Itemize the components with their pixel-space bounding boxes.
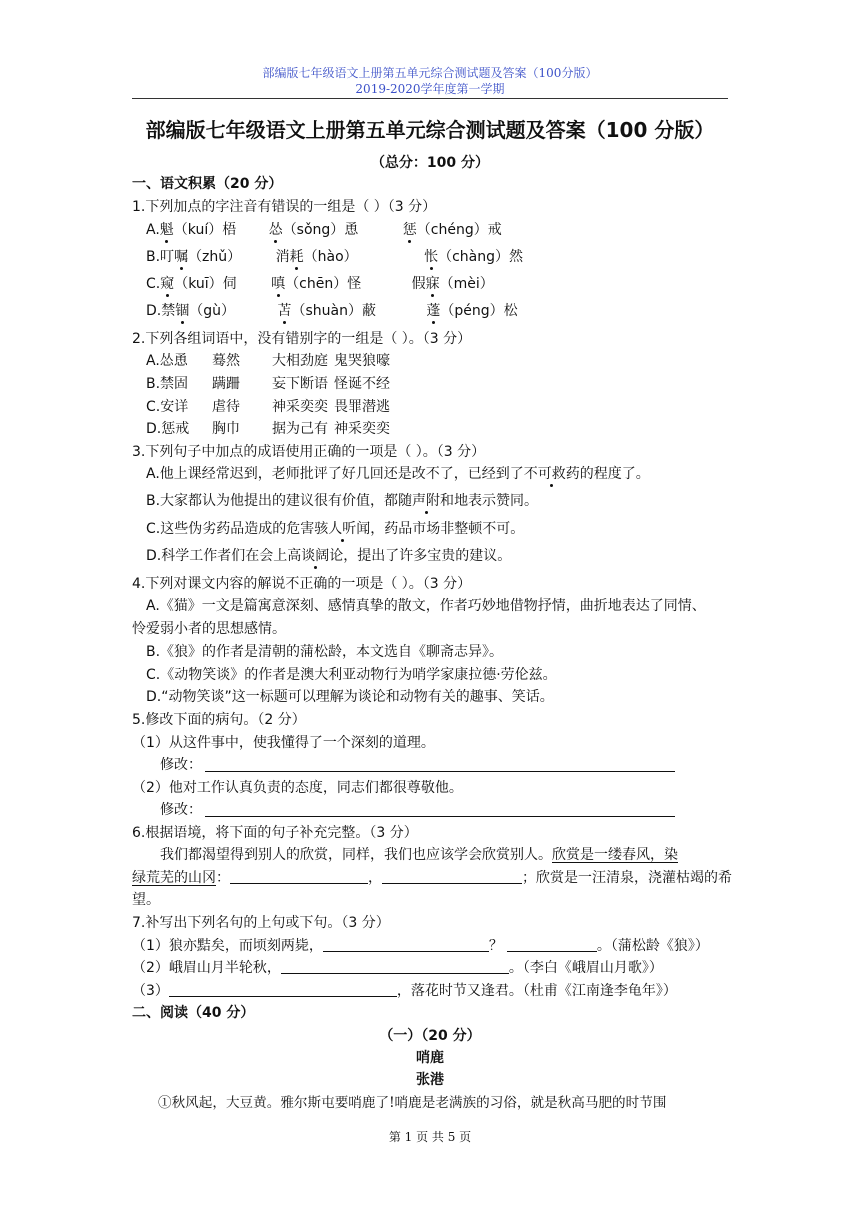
q6-blank-2[interactable]	[382, 869, 522, 884]
q4-option-c: C.《动物笑谈》的作者是澳大利亚动物行为哨学家康拉德·劳伦兹。	[146, 667, 557, 683]
q6-paragraph-line3: 望。	[132, 892, 160, 908]
q4-option-b: B.《狼》的作者是清朝的蒲松龄，本文选自《聊斋志异》。	[146, 644, 504, 660]
q1-option-d: D.禁锢（gù） 苫（shuàn）蔽 蓬（péng）松	[146, 303, 518, 319]
q7-blank-2[interactable]	[281, 959, 509, 974]
question-7-stem: 7.补写出下列名句的上句或下句。（3 分）	[132, 915, 390, 931]
q4-option-a-line1: A.《猫》一文是篇寓意深刻、感情真挚的散文，作者巧妙地借物抒情，曲折地表达了同情、	[146, 598, 706, 614]
q2-option-c: C.安详 虐待 神采奕奕 畏罪潜逃	[146, 399, 390, 415]
q4-option-a-line2: 怜爱弱小者的思想感情。	[132, 621, 286, 637]
reading-part-heading: （一）（20 分）	[379, 1028, 481, 1044]
reading-title: 哨鹿	[416, 1050, 444, 1066]
q1-option-a: A.魁（kuí）梧 怂（sǒng）恿 惩（chéng）戒	[146, 222, 502, 238]
q3-option-d: D.科学工作者们在会上高谈阔论，提出了许多宝贵的建议。	[146, 548, 512, 564]
reading-author: 张港	[416, 1072, 444, 1088]
question-6-stem: 6.根据语境，将下面的句子补充完整。（3 分）	[132, 825, 418, 841]
question-1-stem: 1.下列加点的字注音有错误的一组是（ ）（3 分）	[132, 199, 437, 215]
question-4-stem: 4.下列对课文内容的解说不正确的一项是（ ）。（3 分）	[132, 576, 472, 592]
q5-fix-label-1: 修改：	[160, 757, 202, 773]
question-2-stem: 2.下列各组词语中，没有错别字的一组是（ ）。（3 分）	[132, 331, 472, 347]
q6-paragraph-line1: 我们都渴望得到别人的欣赏，同样，我们也应该学会欣赏别人。欣赏是一缕春风，染	[160, 847, 678, 863]
q1-option-c: C.窥（kuī）伺 嗔（chēn）怪 假寐（mèi）	[146, 276, 494, 292]
q5-answer-line-2[interactable]	[205, 816, 675, 817]
section-heading-accumulation: 一、语文积累（20 分）	[132, 176, 283, 192]
q2-option-b: B.禁固 蹒跚 妄下断语 怪诞不经	[146, 376, 390, 392]
q7-blank-3[interactable]	[169, 982, 397, 997]
reading-paragraph-1: ①秋风起，大豆黄。雅尔斯屯要哨鹿了!哨鹿是老满族的习俗，就是秋高马肥的时节围	[158, 1095, 667, 1111]
section-heading-reading: 二、阅读（40 分）	[132, 1005, 255, 1021]
q7-blank-1a[interactable]	[323, 937, 489, 952]
question-5-stem: 5.修改下面的病句。（2 分）	[132, 712, 306, 728]
header-divider	[132, 98, 728, 99]
q3-option-a: A.他上课经常迟到，老师批评了好几回还是改不了，已经到了不可救药的程度了。	[146, 466, 650, 482]
page-number: 第 1 页 共 5 页	[388, 1130, 472, 1144]
q7-blank-1b[interactable]	[507, 937, 597, 952]
running-header-title: 部编版七年级语文上册第五单元综合测试题及答案（100分版）	[262, 66, 598, 80]
q2-option-a: A.怂恿 蓦然 大相劲庭 鬼哭狼嚎	[146, 353, 390, 369]
question-3-stem: 3.下列句子中加点的成语使用正确的一项是（ ）。（3 分）	[132, 444, 486, 460]
q6-paragraph-line2: 绿荒芜的山冈： ， ；欣赏是一汪清泉，浇灌枯竭的希	[132, 870, 732, 886]
page-title: 部编版七年级语文上册第五单元综合测试题及答案（100 分版）	[145, 118, 715, 142]
q7-line-1: （1）狼亦黠矣，而顷刻两毙， ？ 。（蒲松龄《狼》）	[132, 938, 709, 954]
total-score: （总分：100 分）	[370, 155, 490, 171]
q3-option-b: B.大家都认为他提出的建议很有价值，都随声附和地表示赞同。	[146, 493, 539, 509]
q5-fix-label-2: 修改：	[160, 802, 202, 818]
q5-sentence-2: （2）他对工作认真负责的态度，同志们都很尊敬他。	[132, 780, 463, 796]
q4-option-d: D.“动物笑谈”这一标题可以理解为谈论和动物有关的趣事、笑话。	[146, 689, 554, 705]
q7-line-2: （2）峨眉山月半轮秋， 。（李白《峨眉山月歌》）	[132, 960, 663, 976]
q5-answer-line-1[interactable]	[205, 771, 675, 772]
q5-sentence-1: （1）从这件事中，使我懂得了一个深刻的道理。	[132, 735, 435, 751]
q1-option-b: B.叮嘱（zhǔ） 消耗（hào） 怅（chàng）然	[146, 249, 524, 265]
q2-option-d: D.惩戒 胸巾 据为己有 神采奕奕	[146, 421, 390, 437]
running-header-term: 2019-2020学年度第一学期	[355, 82, 505, 96]
q7-line-3: （3） ，落花时节又逢君。（杜甫《江南逢李龟年》）	[132, 983, 677, 999]
q3-option-c: C.这些伪劣药品造成的危害骇人听闻，药品市场非整顿不可。	[146, 521, 525, 537]
q6-blank-1[interactable]	[230, 869, 368, 884]
